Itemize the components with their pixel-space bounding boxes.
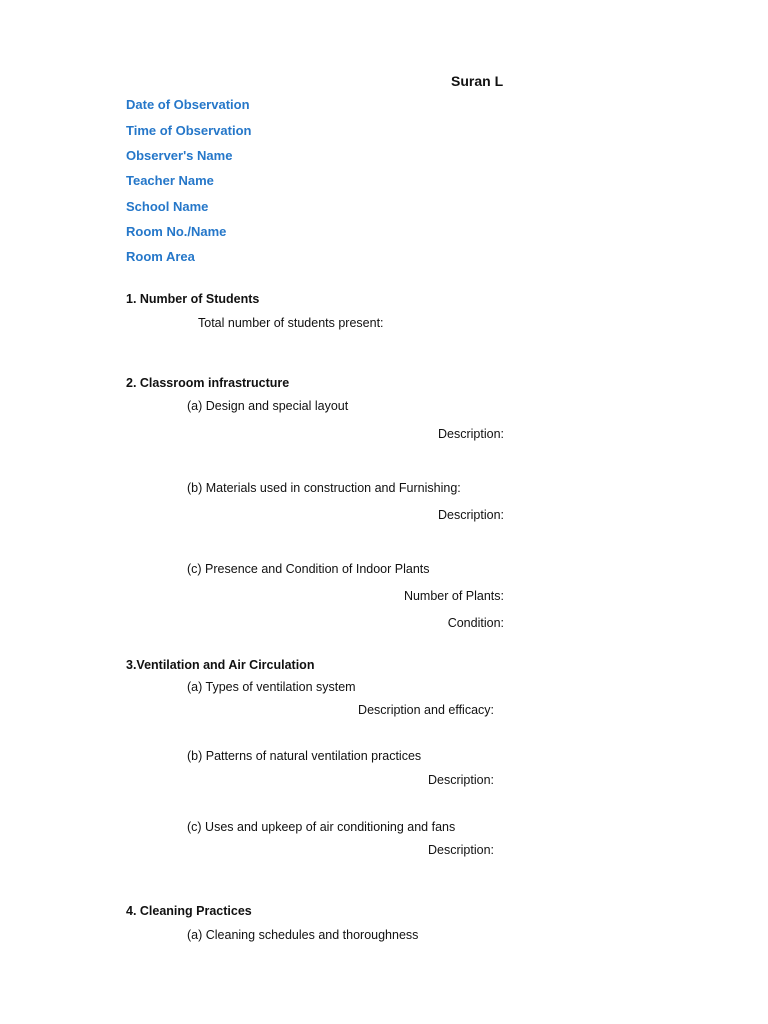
section-2-heading: 2. Classroom infrastructure	[126, 376, 290, 390]
section-2c-condition-label: Condition:	[447, 616, 504, 630]
section-2c-label: (c) Presence and Condition of Indoor Plants	[187, 562, 430, 576]
meta-room-no-name: Room No./Name	[126, 224, 227, 239]
section-1-total-students-label: Total number of students present:	[198, 316, 384, 330]
section-4-heading: 4. Cleaning Practices	[126, 904, 252, 918]
section-2a-label: (a) Design and special layout	[187, 399, 349, 413]
document-title: Suran L	[451, 73, 504, 89]
section-3b-description-label: Description:	[428, 773, 494, 787]
section-4a-label: (a) Cleaning schedules and thoroughness	[187, 928, 419, 942]
section-1-heading: 1. Number of Students	[126, 292, 260, 306]
section-3c-label: (c) Uses and upkeep of air conditioning and fans	[187, 820, 456, 834]
section-2c-number-of-plants-label: Number of Plants:	[403, 589, 504, 603]
section-2b-label: (b) Materials used in construction and Furnishing:	[187, 481, 461, 495]
meta-observers-name: Observer's Name	[126, 148, 233, 163]
section-2b-description-label: Description:	[438, 508, 504, 522]
meta-school-name: School Name	[126, 199, 209, 214]
meta-teacher-name: Teacher Name	[126, 173, 214, 188]
meta-time-of-observation: Time of Observation	[126, 123, 252, 138]
section-3b-label: (b) Patterns of natural ventilation practices	[187, 749, 422, 763]
section-3c-description-label: Description:	[428, 843, 494, 857]
section-2a-description-label: Description:	[438, 427, 504, 441]
section-3a-description-label: Description and efficacy:	[358, 703, 494, 717]
section-3-heading: 3.Ventilation and Air Circulation	[126, 658, 315, 672]
meta-date-of-observation: Date of Observation	[126, 97, 250, 112]
meta-room-area: Room Area	[126, 249, 195, 264]
section-3a-label: (a) Types of ventilation system	[187, 680, 356, 694]
